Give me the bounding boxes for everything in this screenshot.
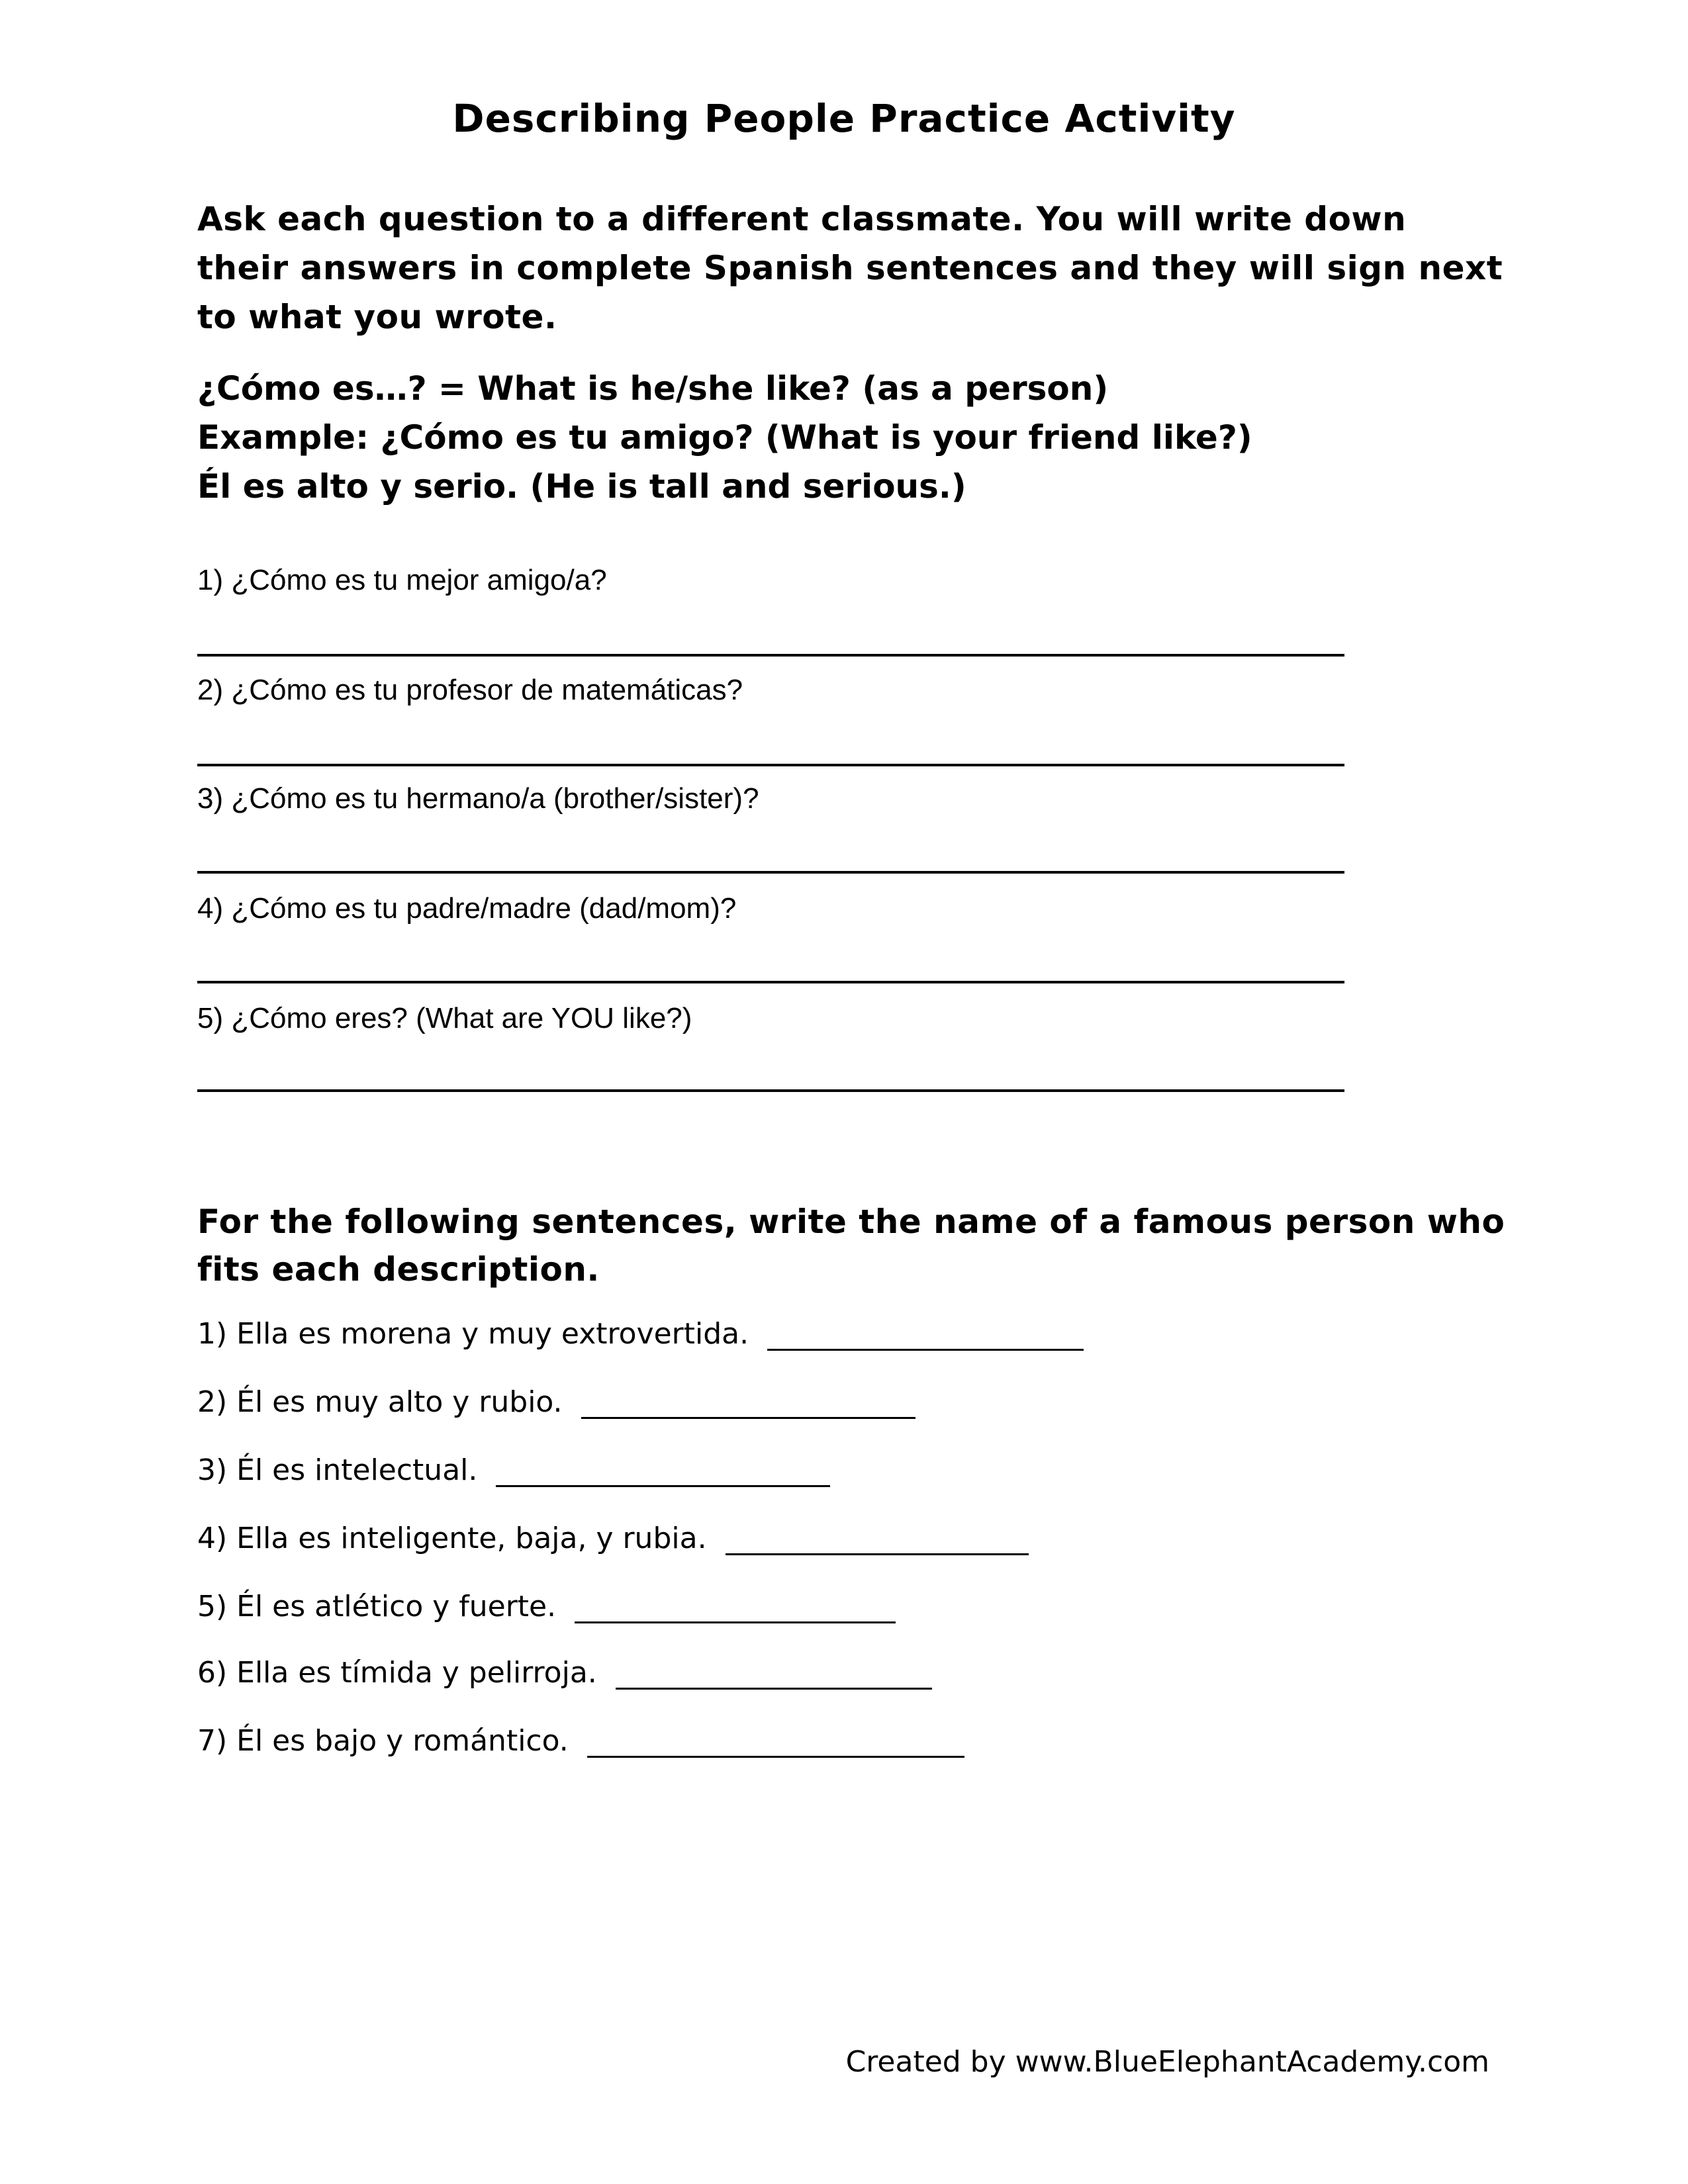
- famous-item-5-blank[interactable]: [575, 1595, 896, 1623]
- section2-instructions: For the following sentences, write the name of a famous person who fits each description.: [197, 1203, 1505, 1289]
- footer-credit: Created by www.BlueElephantAcademy.com: [845, 2045, 1489, 2079]
- famous-item-4: [197, 1522, 1029, 1555]
- famous-item-5-text: 5) Él es atlético y fuerte.: [197, 1590, 557, 1623]
- question-5-label: 5) ¿Cómo eres? (What are YOU like?): [197, 1002, 692, 1034]
- famous-item-1-text: 1) Ella es morena y muy extrovertida.: [197, 1317, 749, 1351]
- famous-item-7-blank[interactable]: [587, 1729, 964, 1758]
- example-line-1: ¿Cómo es…? = What is he/she like? (as a person): [197, 369, 1109, 408]
- example-block: [197, 364, 1508, 511]
- question-3-label: 3) ¿Cómo es tu hermano/a (brother/sister)?: [197, 782, 759, 815]
- famous-item-4-text: 4) Ella es inteligente, baja, y rubia.: [197, 1522, 707, 1555]
- question-2-label: 2) ¿Cómo es tu profesor de matemáticas?: [197, 674, 743, 706]
- famous-item-6-blank[interactable]: [616, 1661, 932, 1690]
- famous-item-2-text: 2) Él es muy alto y rubio.: [197, 1385, 563, 1419]
- famous-item-7: [197, 1724, 964, 1758]
- famous-item-5: [197, 1590, 896, 1623]
- famous-item-2: [197, 1385, 915, 1419]
- famous-item-3-text: 3) Él es intelectual.: [197, 1453, 478, 1487]
- famous-item-2-blank[interactable]: [581, 1390, 915, 1419]
- instructions-text: Ask each question to a different classmate. You will write down their answers in complete Spanish sentences and they will sign next to what you wrote.: [197, 200, 1503, 336]
- famous-item-7-text: 7) Él es bajo y romántico.: [197, 1724, 569, 1758]
- question-4-label: 4) ¿Cómo es tu padre/madre (dad/mom)?: [197, 892, 737, 925]
- famous-item-3: [197, 1453, 830, 1487]
- question-1-answer-line[interactable]: [197, 654, 1344, 657]
- example-line-3: Él es alto y serio. (He is tall and serious.): [197, 467, 966, 506]
- famous-item-1-blank[interactable]: [767, 1322, 1084, 1351]
- famous-item-1: [197, 1317, 1084, 1351]
- question-5-answer-line[interactable]: [197, 1089, 1344, 1092]
- famous-item-3-blank[interactable]: [496, 1459, 830, 1487]
- question-3-answer-line[interactable]: [197, 871, 1344, 874]
- question-1-label: 1) ¿Cómo es tu mejor amigo/a?: [197, 564, 607, 596]
- question-2-answer-line[interactable]: [197, 764, 1344, 766]
- famous-item-6-text: 6) Ella es tímida y pelirroja.: [197, 1656, 597, 1690]
- question-4-answer-line[interactable]: [197, 981, 1344, 983]
- example-line-2: Example: ¿Cómo es tu amigo? (What is your friend like?): [197, 418, 1252, 457]
- page-title: Describing People Practice Activity: [452, 96, 1236, 141]
- famous-item-6: [197, 1656, 932, 1690]
- famous-item-4-blank[interactable]: [726, 1527, 1029, 1555]
